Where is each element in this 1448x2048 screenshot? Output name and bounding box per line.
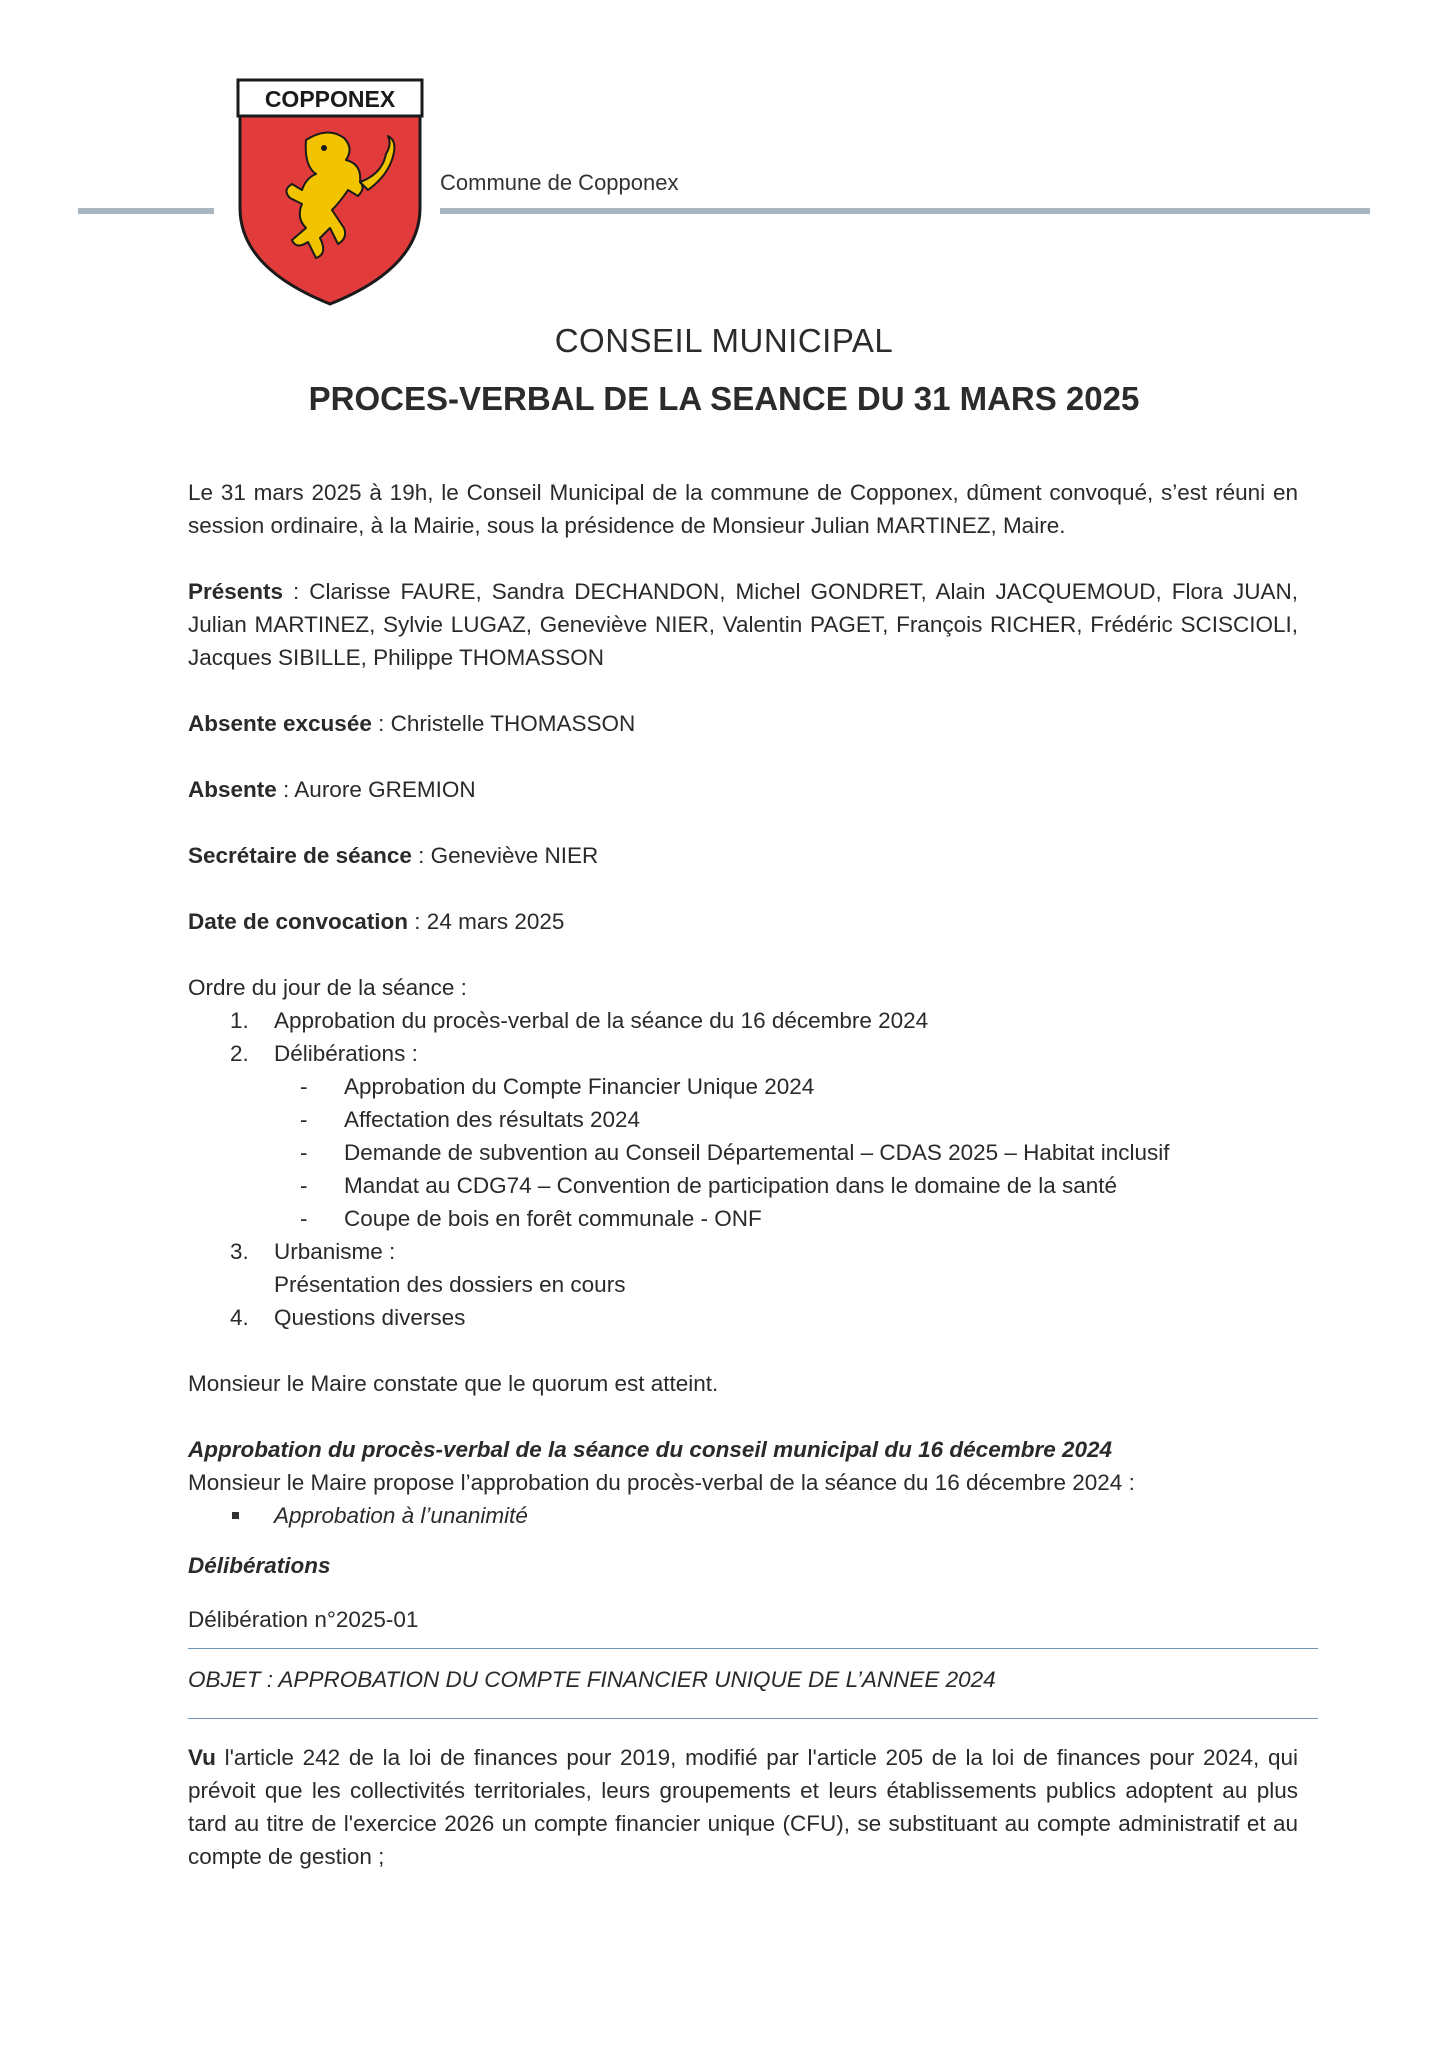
copponex-crest-logo [236, 78, 424, 306]
deliberation-subitem: - Demande de subvention au Conseil Départemental – CDAS 2025 – Habitat inclusif [300, 1140, 1170, 1165]
deliberation-subitem-text: Demande de subvention au Conseil Départemental – CDAS 2025 – Habitat inclusif [344, 1140, 1170, 1165]
agenda-item-text: Délibérations : [274, 1041, 418, 1066]
intro-paragraph: Le 31 mars 2025 à 19h, le Conseil Municipal de la commune de Copponex, dûment convoqué, s’est réuni en session ordinaire, à la Mairie, sous la présidence de Monsieur Julian MARTINEZ, Maire. [188, 480, 1298, 538]
urbanisme-subtext: Présentation des dossiers en cours [274, 1272, 626, 1297]
approbation-result [188, 1499, 1298, 1532]
vu-text: l'article 242 de la loi de finances pour 2019, modifié par l'article 205 de la loi de finances pour 2024, qui prévoit que les collectivités territoriales, leurs groupements et leurs établissements publics adoptent au plus tard au titre de l'exercice 2026 un compte financier unique (CFU), se substituant au compte administratif et au compte de gestion ; [188, 1745, 1298, 1869]
council-title: CONSEIL MUNICIPAL [554, 322, 894, 359]
header-rule-right [440, 208, 1370, 214]
agenda-item-number: 2. [230, 1041, 249, 1066]
objet-line: OBJET : APPROBATION DU COMPTE FINANCIER UNIQUE DE L’ANNEE 2024 [188, 1667, 996, 1692]
deliberations-sublist [188, 1070, 1298, 1235]
deliberations-heading: Délibérations [188, 1553, 331, 1578]
agenda-item-number: 1. [230, 1008, 249, 1033]
deliberation-subitem: - Approbation du Compte Financier Unique 2024 [300, 1074, 815, 1099]
agenda-item [188, 1004, 1298, 1037]
deliberation-subitem: - Affectation des résultats 2024 [300, 1107, 641, 1132]
agenda-list [188, 1004, 1298, 1334]
convocation-line [188, 905, 1298, 938]
deliberation-subitem-text: Approbation du Compte Financier Unique 2024 [344, 1074, 815, 1099]
absente-excusee-label: Absente excusée [188, 711, 372, 736]
secretaire-label: Secrétaire de séance [188, 843, 412, 868]
agenda-item-number: 4. [230, 1305, 249, 1330]
agenda-item-text: Questions diverses [274, 1305, 466, 1330]
quorum-statement: Monsieur le Maire constate que le quorum est atteint. [188, 1371, 719, 1396]
convocation-value: : 24 mars 2025 [408, 909, 565, 934]
header-rule-left [78, 208, 214, 214]
square-bullet-icon [232, 1512, 239, 1519]
absente-excusee-value: : Christelle THOMASSON [371, 711, 636, 736]
deliberation-number: Délibération n°2025-01 [188, 1607, 419, 1632]
absente-label: Absente [188, 777, 277, 802]
agenda-item-number: 3. [230, 1239, 249, 1264]
document-body [188, 476, 1298, 1906]
agenda-item-text: Approbation du procès-verbal de la séance du 16 décembre 2024 [274, 1008, 929, 1033]
deliberation-subitem: - Coupe de bois en forêt communale - ONF [300, 1206, 762, 1231]
agenda-item [188, 1301, 1298, 1334]
crest-banner-text: COPPONEX [264, 86, 396, 112]
deliberation-subitem: - Mandat au CDG74 – Convention de participation dans le domaine de la santé [300, 1173, 1117, 1198]
agenda-item-text: Urbanisme : [274, 1239, 396, 1264]
vu-paragraph [188, 1741, 1298, 1873]
agenda-item [188, 1037, 1298, 1235]
deliberation-subitem-text: Mandat au CDG74 – Convention de participation dans le domaine de la santé [344, 1173, 1117, 1198]
absente-excusee-line [188, 707, 1298, 740]
absente-line [188, 773, 1298, 806]
agenda-heading: Ordre du jour de la séance : [188, 975, 467, 1000]
absente-value: : Aurore GREMION [276, 777, 476, 802]
agenda-item [188, 1235, 1298, 1301]
deliberation-subitem-text: Affectation des résultats 2024 [344, 1107, 641, 1132]
approbation-result-text: Approbation à l’unanimité [274, 1503, 528, 1528]
deliberation-subitem-text: Coupe de bois en forêt communale - ONF [344, 1206, 762, 1231]
presents-paragraph [188, 575, 1298, 674]
presents-value: : Clarisse FAURE, Sandra DECHANDON, Michel GONDRET, Alain JACQUEMOUD, Flora JUAN, Julian MARTINEZ, Sylvie LUGAZ, Geneviève NIER, Valentin PAGET, François RICHER, Frédéric SCISCIOLI, Jacques SIBILLE, Philippe THOMASSON [188, 579, 1298, 670]
minutes-title: PROCES-VERBAL DE LA SEANCE DU 31 MARS 2025 [308, 380, 1140, 417]
approbation-text: Monsieur le Maire propose l’approbation du procès-verbal de la séance du 16 décembre 2024 : [188, 1470, 1135, 1495]
secretaire-value: : Geneviève NIER [411, 843, 599, 868]
approbation-heading: Approbation du procès-verbal de la séance du conseil municipal du 16 décembre 2024 [188, 1437, 1113, 1462]
convocation-label: Date de convocation [188, 909, 409, 934]
vu-label: Vu [188, 1745, 216, 1770]
commune-label: Commune de Copponex [440, 170, 679, 195]
secretaire-line [188, 839, 1298, 872]
presents-label: Présents [188, 579, 284, 604]
